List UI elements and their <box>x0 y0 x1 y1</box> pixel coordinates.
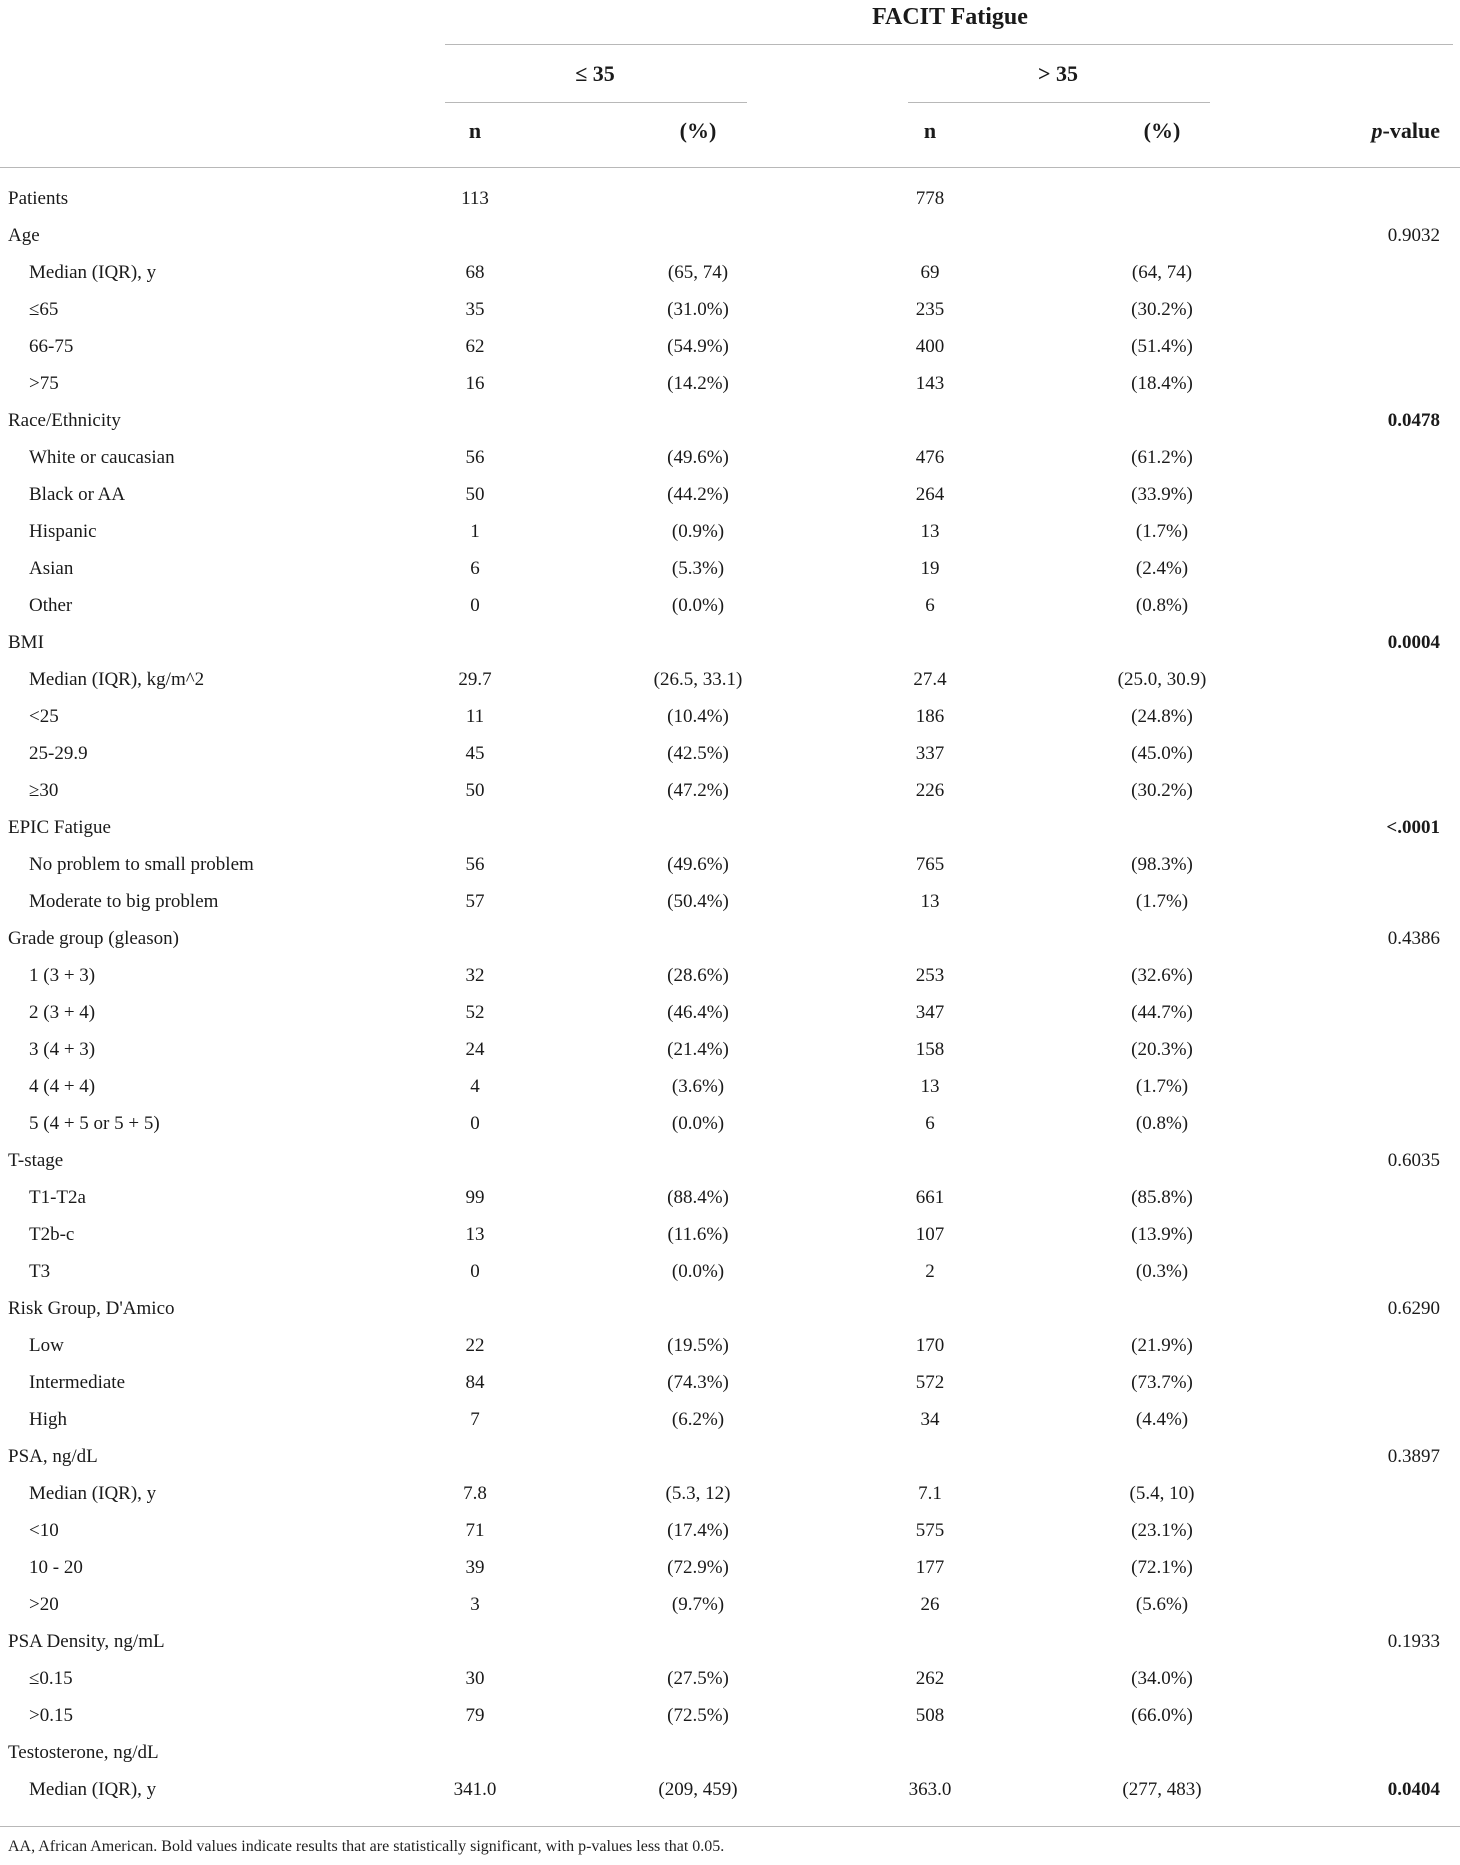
cell-pct-high-text: (45.0%) <box>1131 743 1193 764</box>
cell-n-high-text: 572 <box>915 1372 945 1393</box>
row-label: T2b-c <box>29 1224 75 1245</box>
cell-pct-high-text: (64, 74) <box>1131 262 1193 283</box>
cell-n-low-text: 62 <box>465 336 485 357</box>
cell-n-high-text: 19 <box>920 558 940 579</box>
cell-n-high-text: 264 <box>915 484 945 505</box>
cell-pct-high-text: (66.0%) <box>1131 1705 1193 1726</box>
cell-pct-low-text: (11.6%) <box>667 1224 729 1245</box>
row-label: Low <box>29 1335 64 1356</box>
row-label: Patients <box>8 188 69 209</box>
cell-pct-high-text: (72.1%) <box>1131 1557 1193 1578</box>
cell-n-low-text: 11 <box>465 706 485 727</box>
row-label: Hispanic <box>29 521 97 542</box>
cell-n-high-text: 170 <box>915 1335 945 1356</box>
cell-n-low-text: 341.0 <box>453 1779 497 1800</box>
cell-n-high-text: 337 <box>915 743 945 764</box>
row-label: T1-T2a <box>29 1187 86 1208</box>
row-label: PSA, ng/dL <box>8 1446 98 1467</box>
row-label: 2 (3 + 4) <box>29 1002 96 1023</box>
cell-p-value: 0.9032 <box>1387 225 1440 246</box>
cell-p-value: 0.0004 <box>1387 632 1440 653</box>
cell-pct-high-text: (0.3%) <box>1135 1261 1189 1282</box>
cell-pct-high-text: (0.8%) <box>1135 1113 1189 1134</box>
cell-n-low-text: 32 <box>465 965 485 986</box>
cell-pct-low-text: (5.3, 12) <box>665 1483 731 1504</box>
cell-n-high-text: 226 <box>915 780 945 801</box>
cell-n-high-text: 27.4 <box>913 669 947 690</box>
cell-pct-low-text: (17.4%) <box>667 1520 729 1541</box>
cell-n-low-text: 50 <box>465 780 485 801</box>
cell-n-high-text: 13 <box>920 1076 940 1097</box>
cell-p-value: 0.3897 <box>1387 1446 1440 1467</box>
cell-pct-high-text: (1.7%) <box>1135 521 1189 542</box>
cell-pct-high-text: (5.6%) <box>1135 1594 1189 1615</box>
cell-n-high-text: 7.1 <box>918 1483 942 1504</box>
row-label: Race/Ethnicity <box>8 410 121 431</box>
cell-pct-low-text: (49.6%) <box>667 447 729 468</box>
cell-n-high-text: 2 <box>925 1261 935 1282</box>
cell-pct-low-text: (21.4%) <box>667 1039 729 1060</box>
cell-pct-low-text: (0.0%) <box>671 1113 725 1134</box>
cell-n-high-text: 262 <box>915 1668 945 1689</box>
cell-n-low-text: 56 <box>465 447 485 468</box>
row-label: Moderate to big problem <box>29 891 219 912</box>
cell-n-high-text: 6 <box>925 595 935 616</box>
cell-n-low-text: 84 <box>465 1372 485 1393</box>
cell-pct-high-text: (1.7%) <box>1135 1076 1189 1097</box>
table-bottom-rule <box>0 1826 1460 1827</box>
cell-pct-high-text: (98.3%) <box>1131 854 1193 875</box>
cell-n-high-text: 6 <box>925 1113 935 1134</box>
cell-n-low-text: 7 <box>470 1409 480 1430</box>
cell-pct-high-text: (5.4, 10) <box>1129 1483 1195 1504</box>
row-label: 1 (3 + 3) <box>29 965 96 986</box>
row-label: Grade group (gleason) <box>8 928 179 949</box>
cell-pct-low-text: (72.5%) <box>667 1705 729 1726</box>
cell-n-low-text: 16 <box>465 373 485 394</box>
row-label: <25 <box>29 706 59 727</box>
group-low-header: ≤ 35 <box>575 61 615 86</box>
table-footnote: AA, African American. Bold values indicate results that are statistically significant, with p-values less that 0.05. <box>8 1838 725 1855</box>
row-label: 10 - 20 <box>29 1557 83 1578</box>
cell-pct-high-text: (30.2%) <box>1131 780 1193 801</box>
cell-n-high-text: 186 <box>915 706 945 727</box>
row-label: PSA Density, ng/mL <box>8 1631 165 1652</box>
cell-pct-low-text: (14.2%) <box>667 373 729 394</box>
cell-pct-high-text: (73.7%) <box>1131 1372 1193 1393</box>
cell-pct-high-text: (61.2%) <box>1131 447 1193 468</box>
col-p-rest: -value <box>1382 118 1440 143</box>
cell-pct-low-text: (0.0%) <box>671 595 725 616</box>
cell-pct-high-text: (4.4%) <box>1135 1409 1189 1430</box>
row-label: Median (IQR), y <box>29 262 157 283</box>
cell-pct-high-text: (2.4%) <box>1135 558 1189 579</box>
cell-n-high-text: 363.0 <box>908 1779 952 1800</box>
cell-n-low-text: 39 <box>465 1557 485 1578</box>
row-label: BMI <box>8 632 44 653</box>
cell-pct-high-text: (1.7%) <box>1135 891 1189 912</box>
cell-n-low-text: 79 <box>465 1705 485 1726</box>
row-label: >20 <box>29 1594 59 1615</box>
cell-pct-high-text: (277, 483) <box>1122 1779 1202 1800</box>
col-p-value <box>1372 118 1440 144</box>
cell-n-high-text: 347 <box>915 1002 945 1023</box>
cell-p-value: 0.4386 <box>1387 928 1440 949</box>
cell-pct-high-text: (18.4%) <box>1131 373 1193 394</box>
cell-n-low-text: 56 <box>465 854 485 875</box>
row-label: Asian <box>29 558 74 579</box>
cell-n-low-text: 99 <box>465 1187 485 1208</box>
cell-pct-low-text: (72.9%) <box>667 1557 729 1578</box>
cell-pct-low-text: (209, 459) <box>658 1779 738 1800</box>
cell-p-value: 0.6035 <box>1387 1150 1440 1171</box>
cell-n-low-text: 57 <box>465 891 485 912</box>
row-label: Black or AA <box>29 484 126 505</box>
cell-n-low-text: 0 <box>470 1261 480 1282</box>
cell-pct-high-text: (21.9%) <box>1131 1335 1193 1356</box>
row-label: <10 <box>29 1520 59 1541</box>
cell-n-low-text: 52 <box>465 1002 485 1023</box>
cell-n-high-text: 13 <box>920 891 940 912</box>
cell-pct-high-text: (51.4%) <box>1131 336 1193 357</box>
cell-n-low-text: 50 <box>465 484 485 505</box>
title-rule <box>445 44 1453 45</box>
cell-pct-high-text: (23.1%) <box>1131 1520 1193 1541</box>
cell-pct-low-text: (54.9%) <box>667 336 729 357</box>
cell-p-value: 0.0478 <box>1387 410 1440 431</box>
row-label: >75 <box>29 373 59 394</box>
cell-pct-low-text: (28.6%) <box>667 965 729 986</box>
cell-n-low-text: 1 <box>470 521 480 542</box>
cell-n-high-text: 575 <box>915 1520 945 1541</box>
row-label: 4 (4 + 4) <box>29 1076 96 1097</box>
cell-pct-low-text: (74.3%) <box>667 1372 729 1393</box>
cell-n-low-text: 29.7 <box>458 669 492 690</box>
cell-pct-low-text: (26.5, 33.1) <box>653 669 743 690</box>
cell-pct-low-text: (47.2%) <box>667 780 729 801</box>
cell-n-high-text: 13 <box>920 521 940 542</box>
cell-n-low-text: 13 <box>465 1224 485 1245</box>
cell-n-high-text: 235 <box>915 299 945 320</box>
row-label: ≥30 <box>29 780 59 801</box>
cell-pct-low-text: (44.2%) <box>667 484 729 505</box>
cell-pct-low-text: (5.3%) <box>671 558 725 579</box>
cell-n-low-text: 3 <box>470 1594 480 1615</box>
cell-n-low-text: 30 <box>465 1668 485 1689</box>
cell-pct-low-text: (27.5%) <box>667 1668 729 1689</box>
cell-pct-low-text: (0.9%) <box>671 521 725 542</box>
cell-n-low-text: 0 <box>470 1113 480 1134</box>
row-label: High <box>29 1409 67 1430</box>
cell-pct-low-text: (88.4%) <box>667 1187 729 1208</box>
cell-pct-low-text: (6.2%) <box>671 1409 725 1430</box>
cell-n-low-text: 6 <box>470 558 480 579</box>
cell-n-low-text: 35 <box>465 299 485 320</box>
cell-n-low-text: 113 <box>461 188 489 209</box>
cell-pct-low-text: (3.6%) <box>671 1076 725 1097</box>
cell-pct-low-text: (42.5%) <box>667 743 729 764</box>
cell-pct-low-text: (10.4%) <box>667 706 729 727</box>
cell-pct-low-text: (50.4%) <box>667 891 729 912</box>
row-label: 3 (4 + 3) <box>29 1039 96 1060</box>
cell-n-low-text: 24 <box>465 1039 485 1060</box>
cell-p-value: <.0001 <box>1386 817 1440 838</box>
cell-n-high-text: 34 <box>920 1409 940 1430</box>
row-label: 5 (4 + 5 or 5 + 5) <box>29 1113 160 1134</box>
cell-n-high-text: 253 <box>915 965 945 986</box>
row-label: T3 <box>29 1261 51 1282</box>
header-bottom-rule <box>0 167 1460 168</box>
cell-pct-high-text: (85.8%) <box>1131 1187 1193 1208</box>
cell-pct-low-text: (19.5%) <box>667 1335 729 1356</box>
cell-n-high-text: 778 <box>915 188 945 209</box>
row-label: ≤65 <box>29 299 59 320</box>
cell-n-low-text: 71 <box>465 1520 485 1541</box>
row-label: No problem to small problem <box>29 854 254 875</box>
cell-n-low-text: 45 <box>465 743 485 764</box>
cell-pct-high-text: (33.9%) <box>1131 484 1193 505</box>
cell-pct-high-text: (25.0, 30.9) <box>1117 669 1207 690</box>
cell-pct-low-text: (65, 74) <box>667 262 729 283</box>
group-high-header: > 35 <box>1037 61 1079 86</box>
cell-pct-high-text: (0.8%) <box>1135 595 1189 616</box>
row-label: Testosterone, ng/dL <box>8 1742 159 1763</box>
cell-p-value: 0.1933 <box>1387 1631 1440 1652</box>
cell-pct-high-text: (13.9%) <box>1131 1224 1193 1245</box>
cell-pct-high-text: (44.7%) <box>1131 1002 1193 1023</box>
cell-p-value: 0.0404 <box>1387 1779 1440 1800</box>
table-title: FACIT Fatigue <box>872 4 1028 30</box>
cell-n-low-text: 22 <box>465 1335 485 1356</box>
cell-pct-high-text: (20.3%) <box>1131 1039 1193 1060</box>
col-p-italic: p <box>1371 118 1383 143</box>
cell-n-high-text: 158 <box>915 1039 945 1060</box>
cell-n-low-text: 4 <box>470 1076 480 1097</box>
row-label: 66-75 <box>29 336 74 357</box>
cell-n-low-text: 0 <box>470 595 480 616</box>
cell-n-high-text: 143 <box>915 373 945 394</box>
cell-pct-low-text: (31.0%) <box>667 299 729 320</box>
cell-n-high-text: 69 <box>920 262 940 283</box>
cell-n-high-text: 476 <box>915 447 945 468</box>
row-label: Risk Group, D'Amico <box>8 1298 175 1319</box>
cell-n-high-text: 400 <box>915 336 945 357</box>
cell-pct-high-text: (32.6%) <box>1131 965 1193 986</box>
cell-pct-low-text: (46.4%) <box>667 1002 729 1023</box>
row-label: T-stage <box>8 1150 64 1171</box>
cell-n-high-text: 107 <box>915 1224 945 1245</box>
cell-n-high-text: 177 <box>915 1557 945 1578</box>
cell-pct-low-text: (49.6%) <box>667 854 729 875</box>
cell-p-value: 0.6290 <box>1387 1298 1440 1319</box>
cell-pct-high-text: (24.8%) <box>1131 706 1193 727</box>
group-low-rule <box>445 102 747 103</box>
row-label: Intermediate <box>29 1372 126 1393</box>
group-high-rule <box>908 102 1210 103</box>
row-label: EPIC Fatigue <box>8 817 111 838</box>
row-label: >0.15 <box>29 1705 73 1726</box>
row-label: ≤0.15 <box>29 1668 73 1689</box>
cell-n-high-text: 26 <box>920 1594 940 1615</box>
cell-pct-high-text: (30.2%) <box>1131 299 1193 320</box>
cell-n-low-text: 68 <box>465 262 485 283</box>
cell-n-low-text: 7.8 <box>463 1483 487 1504</box>
row-label: Median (IQR), y <box>29 1483 157 1504</box>
cell-n-high-text: 661 <box>915 1187 945 1208</box>
row-label: 25-29.9 <box>29 743 88 764</box>
row-label: Median (IQR), kg/m^2 <box>29 669 205 690</box>
cell-n-high-text: 508 <box>915 1705 945 1726</box>
cell-pct-low-text: (0.0%) <box>671 1261 725 1282</box>
row-label: Age <box>8 225 40 246</box>
row-label: Other <box>29 595 73 616</box>
cell-pct-high-text: (34.0%) <box>1131 1668 1193 1689</box>
cell-pct-low-text: (9.7%) <box>671 1594 725 1615</box>
row-label: White or caucasian <box>29 447 175 468</box>
cell-n-high-text: 765 <box>915 854 945 875</box>
row-label: Median (IQR), y <box>29 1779 157 1800</box>
